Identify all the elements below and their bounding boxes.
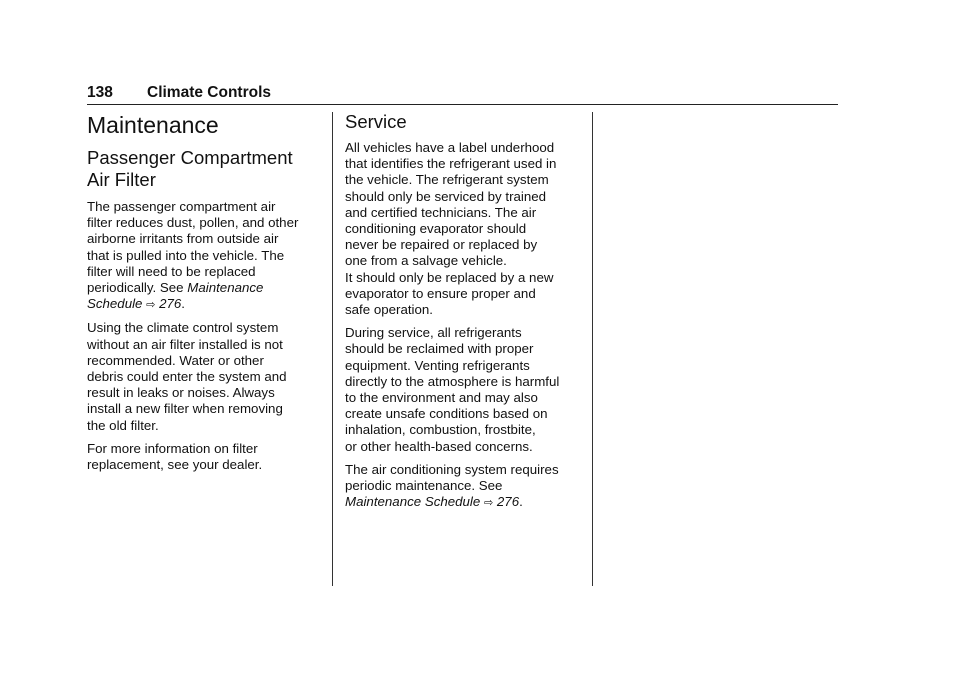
text-line: the old filter. [87,417,159,433]
text-line: periodic maintenance. See [345,478,503,494]
page-header [87,84,838,105]
air-filter-paragraph-2 [87,320,323,433]
text-line: should only be serviced by trained [345,188,547,204]
text-line: should be reclaimed with proper [345,341,534,357]
text-line: recommended. Water or other [87,352,264,368]
text-line [87,280,323,296]
text-line: The passenger compartment air [87,199,276,214]
air-filter-paragraph-1 [87,199,323,313]
text-line: For more information on filter [87,440,258,456]
text-line: It should only be replaced by a new [345,269,554,285]
text-line: install a new filter when removing [87,401,283,417]
column-divider-left [332,112,333,586]
text-line: conditioning evaporator should [345,221,527,237]
text-line: or other health-based concerns. [345,438,533,454]
maintenance-schedule-link[interactable]: Maintenance [187,280,264,296]
service-paragraph-1 [345,140,581,270]
maintenance-heading: Maintenance [87,112,219,138]
column-service [345,111,581,518]
text-line: Using the climate control system [87,320,279,336]
text-line: to the environment and may also [345,390,538,406]
air-filter-subheading [87,147,323,191]
text-line: debris could enter the system and [87,369,287,385]
text-line: All vehicles have a label underhood [345,140,555,155]
text-line: airborne irritants from outside air [87,231,279,247]
text-line: filter reduces dust, pollen, and other [87,215,299,231]
subheading-line: Air Filter [87,169,156,190]
text-line: directly to the atmosphere is harmful [345,373,560,389]
maintenance-schedule-link[interactable]: Maintenance Schedule [345,494,481,510]
text-line: create unsafe conditions based on [345,406,548,422]
text-line: filter will need to be replaced [87,263,256,279]
page-ref-arrow-icon: ⇨ [483,497,494,510]
text-line: without an air filter installed is not [87,336,283,352]
text-line: inhalation, combustion, frostbite, [345,422,536,438]
lead-in-text: periodically. See [87,280,188,296]
text-line: never be repaired or replaced by [345,237,538,253]
column-maintenance [87,111,323,480]
text-line: result in leaks or noises. Always [87,385,275,401]
service-paragraph-2 [345,325,581,455]
chapter-title: Climate Controls [147,84,272,101]
service-heading: Service [345,111,407,132]
air-filter-paragraph-3 [87,441,323,473]
text-line: The air conditioning system requires [345,461,559,477]
sentence-end: . [519,494,523,510]
text-line: one from a salvage vehicle. [345,253,507,269]
sentence-end: . [181,296,185,312]
maintenance-schedule-link[interactable]: Schedule [87,296,143,312]
text-line: that identifies the refrigerant used in [345,156,557,172]
text-line [87,296,323,313]
text-line: the vehicle. The refrigerant system [345,172,549,188]
page-ref-arrow-icon: ⇨ [146,299,156,312]
subheading-line: Passenger Compartment [87,147,293,168]
page-ref-number[interactable]: 276 [496,494,520,510]
service-paragraph-3 [345,462,581,512]
page-ref-number[interactable]: 276 [159,296,182,312]
text-line: equipment. Venting refrigerants [345,357,530,373]
text-line: During service, all refrigerants [345,325,522,341]
text-line: evaporator to ensure proper and [345,285,536,301]
text-line: that is pulled into the vehicle. The [87,247,285,263]
text-line: and certified technicians. The air [345,204,537,220]
page-number: 138 [87,84,113,101]
text-line: replacement, see your dealer. [87,457,263,473]
column-divider-right [592,112,593,586]
text-line [345,494,581,511]
service-paragraph-1b [345,270,581,319]
text-line: safe operation. [345,302,433,318]
